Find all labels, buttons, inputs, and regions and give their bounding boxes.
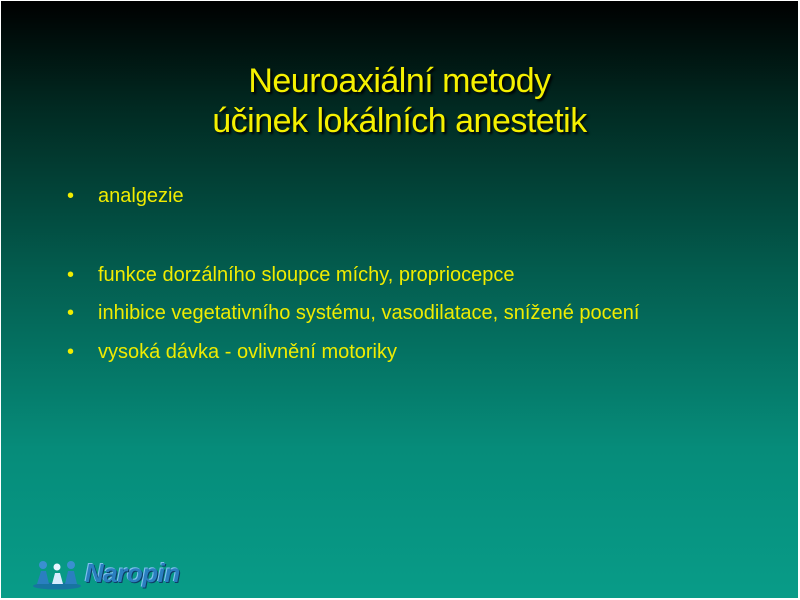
- bullet-text: inhibice vegetativního systému, vasodilatace, snížené pocení: [98, 302, 640, 324]
- bullet-text: analgezie: [98, 185, 184, 207]
- list-item: [67, 184, 184, 208]
- bullet-list: [1, 1, 798, 598]
- logo-wordmark: Naropin: [85, 558, 180, 588]
- slide-title-line-2: účinek lokálních anestetik: [212, 102, 587, 140]
- bullet-dot: •: [67, 264, 75, 286]
- bullet-dot: •: [67, 185, 75, 207]
- bullet-dot: •: [67, 341, 75, 363]
- slide: [1, 1, 798, 598]
- list-item: [67, 340, 397, 364]
- bullet-dot: •: [67, 302, 75, 324]
- naropin-logo: [27, 556, 197, 592]
- list-item: [67, 263, 515, 287]
- bullet-text: vysoká dávka - ovlivnění motoriky: [98, 341, 398, 363]
- list-item: [67, 301, 639, 325]
- slide-title-line-1: Neuroaxiální metody: [248, 62, 551, 100]
- figures-logo-icon: [31, 558, 83, 590]
- bullet-text: funkce dorzálního sloupce míchy, propriocepce: [98, 264, 515, 286]
